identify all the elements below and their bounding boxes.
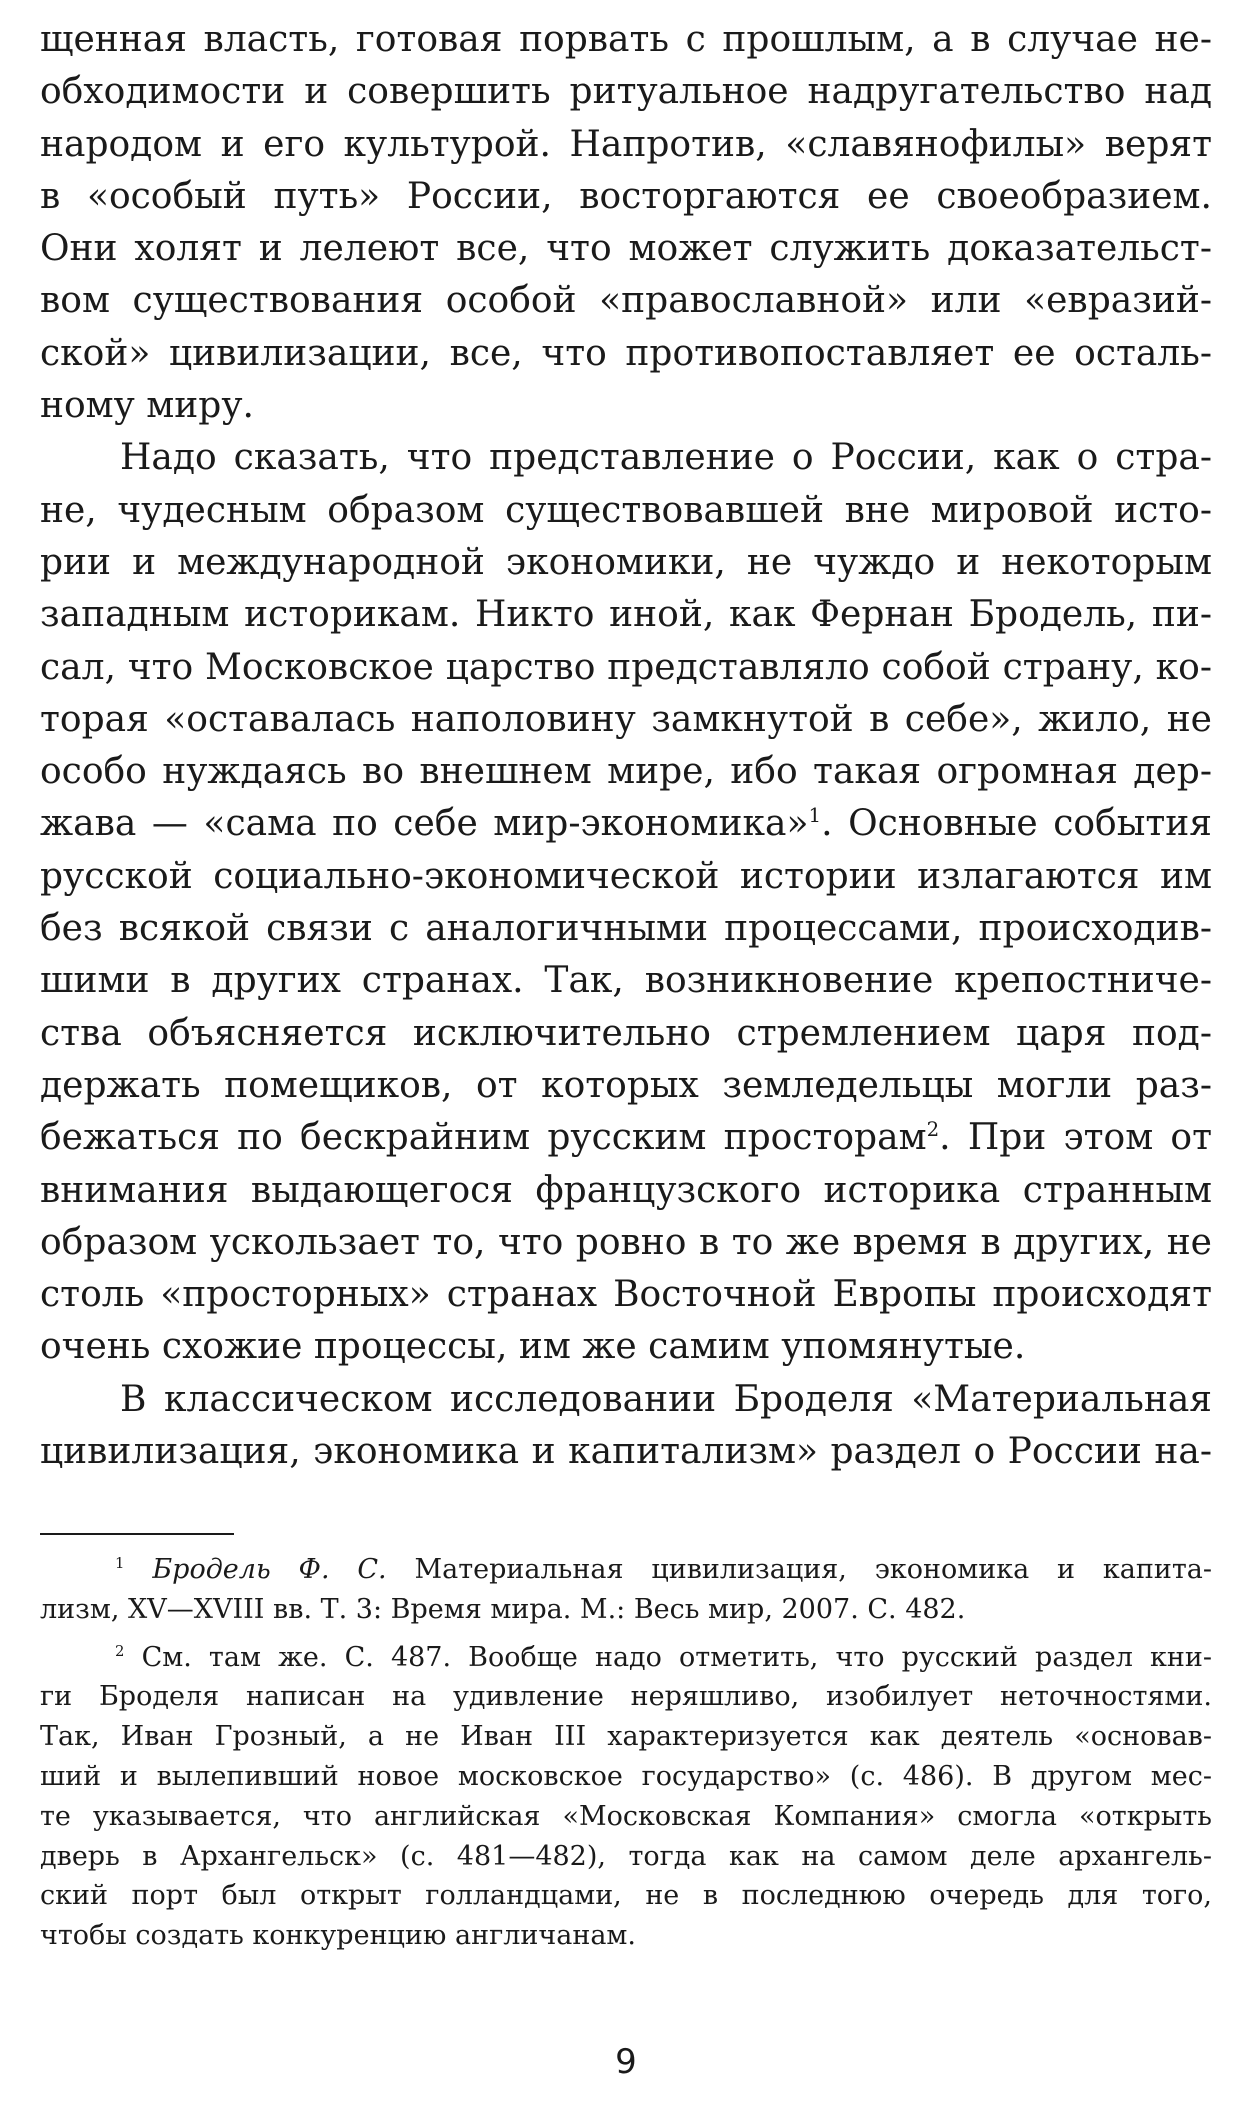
footnote-reference: 1: [808, 804, 822, 828]
footnote-line: [40, 1638, 1212, 1678]
main-text: [40, 14, 1212, 1478]
line-text: особо нуждаясь во внешнем мире, ибо такая огромная дер-: [40, 751, 1212, 793]
line-text: обходимости и совершить ритуальное надругательство над: [40, 71, 1212, 113]
text-line: [40, 1269, 1212, 1321]
text-line: [40, 1217, 1212, 1269]
text-line: [40, 432, 1212, 484]
footnote-reference: 2: [926, 1118, 940, 1142]
footnote-2: [40, 1638, 1212, 1956]
footnote-line: [40, 1797, 1212, 1837]
text-line: [40, 275, 1212, 327]
line-text: столь «просторных» странах Восточной Европы происходят: [40, 1274, 1212, 1316]
line-text-continued: . Основные события: [821, 803, 1212, 845]
text-line: [40, 1112, 1212, 1164]
text-line: [40, 1008, 1212, 1060]
line-text: сал, что Московское царство представляло собой страну, ко-: [40, 646, 1212, 688]
footnote-marker: 2: [115, 1641, 125, 1660]
footnote-line: [40, 1916, 1212, 1956]
footnote-line: [40, 1717, 1212, 1757]
text-line: [40, 380, 1212, 432]
footnote-line: [40, 1837, 1212, 1877]
text-line: [40, 746, 1212, 798]
line-text: Они холят и лелеют все, что может служить доказательст-: [40, 228, 1212, 270]
line-text: в «особый путь» России, восторгаются ее своеобразием.: [40, 175, 1212, 217]
line-text: В классическом исследовании Броделя «Материальная: [120, 1378, 1212, 1420]
footnote-author: Бродель Ф. С.: [152, 1554, 387, 1585]
page-number: 9: [615, 2042, 637, 2082]
footnote-separator: [40, 1533, 234, 1535]
footnote-text: ги Броделя написан на удивление неряшливо, изобилует неточностями.: [40, 1681, 1212, 1713]
text-line: [40, 1321, 1212, 1373]
footnote-1: [40, 1550, 1212, 1630]
text-line: [40, 903, 1212, 955]
line-text: Надо сказать, что представление о России, как о стра-: [120, 437, 1212, 479]
footnote-text: те указывается, что английская «Московская Компания» смогла «открыть: [40, 1800, 1212, 1832]
text-line: [40, 171, 1212, 223]
text-line: [40, 642, 1212, 694]
text-line: [40, 485, 1212, 537]
text-line: [40, 14, 1212, 66]
text-line: [40, 589, 1212, 641]
text-line: [40, 1165, 1212, 1217]
text-line: [40, 537, 1212, 589]
footnote-line: [40, 1677, 1212, 1717]
line-text: образом ускользает то, что ровно в то же время в других, не: [40, 1221, 1212, 1263]
text-line: [40, 851, 1212, 903]
line-text: русской социально-экономической истории излагаются им: [40, 855, 1212, 897]
text-line: [40, 798, 1212, 850]
text-line: [40, 1374, 1212, 1426]
line-text: ному миру.: [40, 385, 254, 427]
footnote-marker: 1: [115, 1554, 125, 1572]
line-text: народом и его культурой. Напротив, «славянофилы» верят: [40, 123, 1212, 165]
line-text: торая «оставалась наполовину замкнутой в себе», жило, не: [40, 698, 1212, 740]
text-line: [40, 119, 1212, 171]
footnote-line: [40, 1590, 1212, 1630]
line-text: рии и международной экономики, не чуждо и некоторым: [40, 541, 1212, 583]
line-text: ской» цивилизации, все, что противопоставляет ее осталь-: [40, 332, 1212, 374]
text-line: [40, 1426, 1212, 1478]
footnote-text: См. там же. С. 487. Вообще надо отметить, что русский раздел кни-: [141, 1641, 1212, 1673]
line-text: жава — «сама по себе мир-экономика»: [40, 803, 809, 845]
footnote-text: Материальная цивилизация, экономика и капита-: [386, 1554, 1212, 1585]
footnote-text: ский порт был открыт голландцами, не в последнюю очередь для того,: [40, 1880, 1212, 1912]
line-text: щенная власть, готовая порвать с прошлым, а в случае не-: [40, 19, 1212, 60]
text-line: [40, 223, 1212, 275]
line-text: внимания выдающегося французского историка странным: [40, 1169, 1212, 1211]
footnote-text: дверь в Архангельск» (с. 481—482), тогда как на самом деле архангель-: [40, 1840, 1212, 1872]
line-text: держать помещиков, от которых земледельцы могли раз-: [40, 1064, 1212, 1106]
footnote-line: [40, 1757, 1212, 1797]
footnote-text: Так, Иван Грозный, а не Иван III характеризуется как деятель «основав-: [40, 1721, 1212, 1753]
paragraph-3: [40, 1374, 1212, 1479]
line-text: бежаться по бескрайним русским просторам: [40, 1117, 927, 1159]
footnote-line: [40, 1550, 1212, 1590]
footnotes: [40, 1550, 1212, 1956]
line-text: без всякой связи с аналогичными процессами, происходив-: [40, 908, 1212, 950]
line-text: шими в других странах. Так, возникновение крепостниче-: [40, 960, 1212, 1002]
line-text: очень схожие процессы, им же самим упомянутые.: [40, 1326, 1026, 1368]
text-line: [40, 955, 1212, 1007]
paragraph-2: [40, 432, 1212, 1373]
text-line: [40, 694, 1212, 746]
footnote-line: [40, 1876, 1212, 1916]
line-text: вом существования особой «православной» или «евразий-: [40, 280, 1212, 322]
line-text: цивилизация, экономика и капитализм» раздел о России на-: [40, 1431, 1212, 1473]
line-text: не, чудесным образом существовавшей вне мировой исто-: [40, 489, 1212, 531]
text-line: [40, 66, 1212, 118]
footnote-text: ший и вылепивший новое московское государство» (с. 486). В другом мес-: [40, 1760, 1212, 1792]
text-line: [40, 328, 1212, 380]
line-text: западным историкам. Никто иной, как Фернан Бродель, пи-: [40, 594, 1212, 636]
footnote-text: лизм, XV—XVIII вв. Т. 3: Время мира. М.: Весь мир, 2007. С. 482.: [40, 1593, 966, 1625]
footnote-text: чтобы создать конкуренцию англичанам.: [40, 1920, 637, 1952]
line-text-continued: . При этом от: [939, 1117, 1212, 1159]
paragraph-1: [40, 14, 1212, 432]
line-text: ства объясняется исключительно стремлением царя под-: [40, 1012, 1212, 1054]
text-line: [40, 1060, 1212, 1112]
